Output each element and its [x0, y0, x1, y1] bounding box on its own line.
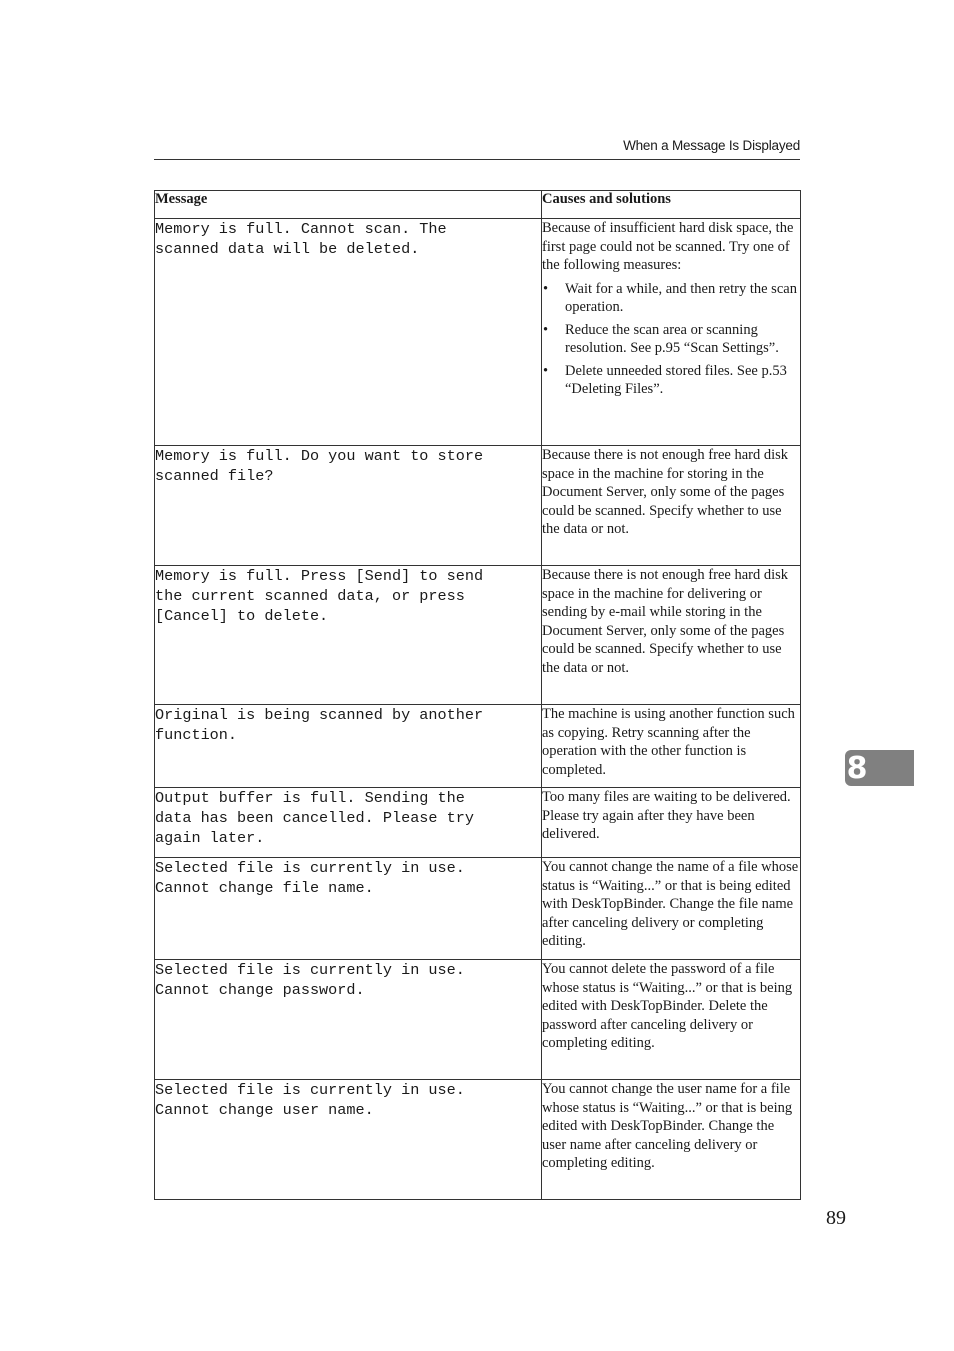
- table-row: [155, 858, 801, 960]
- cause-cell: The machine is using another function such as copying. Retry scanning after the operation with the other function is completed.: [542, 705, 801, 788]
- message-cell: Memory is full. Press [Send] to send the current scanned data, or press [Cancel] to delete.: [155, 566, 542, 705]
- chapter-number: 8: [846, 750, 868, 786]
- solution-item: • Delete unneeded stored files. See p.53 “Deleting Files”.: [542, 362, 800, 399]
- table-row: [155, 1080, 801, 1200]
- table-row: [155, 446, 801, 566]
- cause-cell: You cannot change the user name for a file whose status is “Waiting...” or that is being edited with DeskTopBinder. Change the user name after canceling delivery or completing editing.: [542, 1080, 801, 1200]
- solution-item: • Wait for a while, and then retry the scan operation.: [542, 280, 800, 317]
- message-cell: Selected file is currently in use. Cannot change file name.: [155, 858, 542, 960]
- message-cell: Original is being scanned by another function.: [155, 705, 542, 788]
- column-header-causes: Causes and solutions: [542, 191, 801, 219]
- cause-cell: Because there is not enough free hard disk space in the machine for delivering or sending by e-mail while storing in the Document Server, only some of the pages could be scanned. Specify whether to use the data or not.: [542, 566, 801, 705]
- message-cell: Selected file is currently in use. Cannot change password.: [155, 960, 542, 1080]
- cause-text: Because of insufficient hard disk space, the first page could not be scanned. Try one of the following measures:: [542, 220, 794, 273]
- cause-cell: Too many files are waiting to be delivered. Please try again after they have been delivered.: [542, 788, 801, 858]
- cause-cell: You cannot change the name of a file whose status is “Waiting...” or that is being edited with DeskTopBinder. Change the file name after canceling delivery or completing editing.: [542, 858, 801, 960]
- table-row: [155, 705, 801, 788]
- message-cell: Selected file is currently in use. Cannot change user name.: [155, 1080, 542, 1200]
- message-cell: Output buffer is full. Sending the data has been cancelled. Please try again later.: [155, 788, 542, 858]
- running-header-title: When a Message Is Displayed: [623, 138, 800, 153]
- message-table: [154, 190, 801, 1200]
- cause-cell: [542, 219, 801, 446]
- cause-cell: You cannot delete the password of a file whose status is “Waiting...” or that is being edited with DeskTopBinder. Delete the password after canceling delivery or completing editing.: [542, 960, 801, 1080]
- chapter-tab: [845, 750, 914, 786]
- solution-list: [542, 280, 800, 399]
- table-row: [155, 219, 801, 446]
- page-number: 89: [826, 1207, 846, 1229]
- header-rule: [154, 159, 800, 160]
- message-cell: Memory is full. Cannot scan. The scanned data will be deleted.: [155, 219, 542, 446]
- table-header-row: [155, 191, 801, 219]
- message-cell: Memory is full. Do you want to store scanned file?: [155, 446, 542, 566]
- table-row: [155, 960, 801, 1080]
- table-row: [155, 566, 801, 705]
- column-header-message: Message: [155, 191, 542, 219]
- solution-item: • Reduce the scan area or scanning resolution. See p.95 “Scan Settings”.: [542, 321, 800, 358]
- table-row: [155, 788, 801, 858]
- cause-cell: Because there is not enough free hard disk space in the machine for storing in the Document Server, only some of the pages could be scanned. Specify whether to use the data or not.: [542, 446, 801, 566]
